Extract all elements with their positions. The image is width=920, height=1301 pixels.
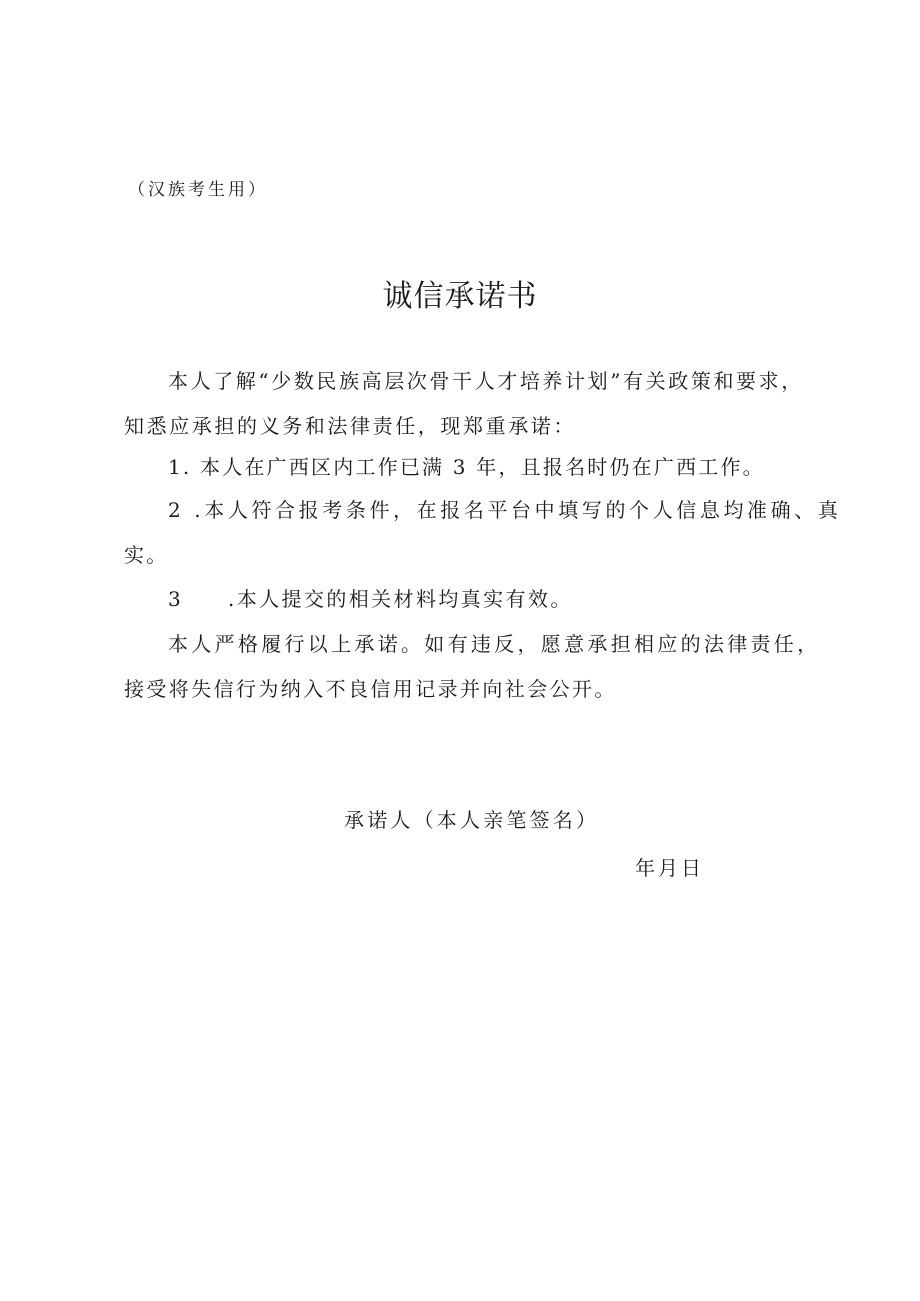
document-title: 诚信承诺书 <box>382 279 538 314</box>
applicant-category-note: （汉族考生用） <box>128 180 268 200</box>
commitment-item-3-text: .本人提交的相关材料均真实有效。 <box>228 587 573 611</box>
intro-paragraph-line-2: 知悉应承担的义务和法律责任，现郑重承诺： <box>124 414 576 438</box>
commitment-item-2-line-2: 实。 <box>124 543 169 567</box>
commitment-item-3-number: 3 <box>168 587 183 611</box>
signature-label: 承诺人（本人亲笔签名） <box>344 808 600 832</box>
date-label: 年月日 <box>635 856 704 880</box>
closing-paragraph-line-1: 本人严格履行以上承诺。如有违反，愿意承担相应的法律责任， <box>168 632 821 656</box>
intro-paragraph-line-1: 本人了解“少数民族高层次骨干人才培养计划”有关政策和要求， <box>168 369 804 393</box>
commitment-item-1: 1. 本人在广西区内工作已满 3 年，且报名时仍在广西工作。 <box>168 455 765 479</box>
commitment-item-2-line-1: 2 .本人符合报考条件，在报名平台中填写的个人信息均准确、真 <box>168 498 842 522</box>
closing-paragraph-line-2: 接受将失信行为纳入不良信用记录并向社会公开。 <box>124 677 617 701</box>
